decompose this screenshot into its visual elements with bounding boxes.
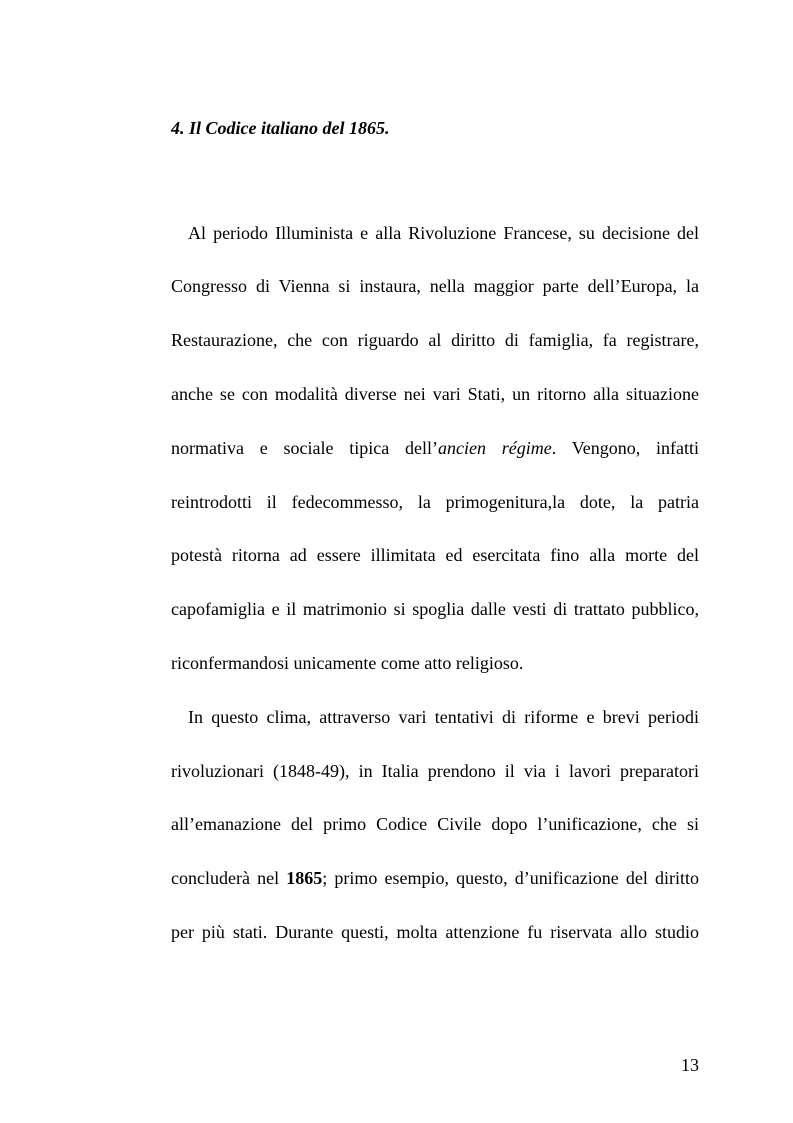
paragraph-2-line-4: [171, 867, 699, 889]
paragraph-1-line-4: anche se con modalità diverse nei vari Stati, un ritorno alla situazione: [171, 384, 699, 404]
paragraph-2-line-5: per più stati. Durante questi, molta attenzione fu riservata allo studio: [171, 922, 699, 942]
paragraph-1-line-9: riconfermandosi unicamente come atto religioso.: [171, 653, 524, 673]
paragraph-2-line-3: all’emanazione del primo Codice Civile dopo l’unificazione, che si: [171, 814, 699, 834]
text-span: concluderà nel: [171, 868, 287, 888]
text-span: normativa e sociale tipica dell’: [171, 438, 439, 458]
paragraph-2-line-2: rivoluzionari (1848-49), in Italia prendono il via i lavori preparatori: [171, 761, 699, 781]
italic-term: ancien régime: [438, 438, 552, 458]
text-span: . Vengono, infatti: [551, 438, 699, 458]
paragraph-1-line-1: Al periodo Illuminista e alla Rivoluzione Francese, su decisione del: [188, 223, 699, 243]
paragraph-1-line-5: [171, 437, 699, 459]
paragraph-1-line-6: reintrodotti il fedecommesso, la primogenitura,la dote, la patria: [171, 492, 699, 512]
page-number: 13: [681, 1055, 699, 1075]
paragraph-1-line-7: potestà ritorna ad essere illimitata ed esercitata fino alla morte del: [171, 545, 699, 565]
paragraph-1-line-3: Restaurazione, che con riguardo al diritto di famiglia, fa registrare,: [171, 330, 699, 350]
paragraph-1-line-2: Congresso di Vienna si instaura, nella maggior parte dell’Europa, la: [171, 276, 699, 296]
paragraph-2-line-1: In questo clima, attraverso vari tentativi di riforme e brevi periodi: [188, 707, 699, 727]
bold-year: 1865: [286, 868, 323, 888]
text-span: ; primo esempio, questo, d’unificazione del diritto: [322, 868, 699, 888]
section-heading: 4. Il Codice italiano del 1865.: [171, 118, 390, 138]
paragraph-1-line-8: capofamiglia e il matrimonio si spoglia dalle vesti di trattato pubblico,: [171, 599, 699, 619]
